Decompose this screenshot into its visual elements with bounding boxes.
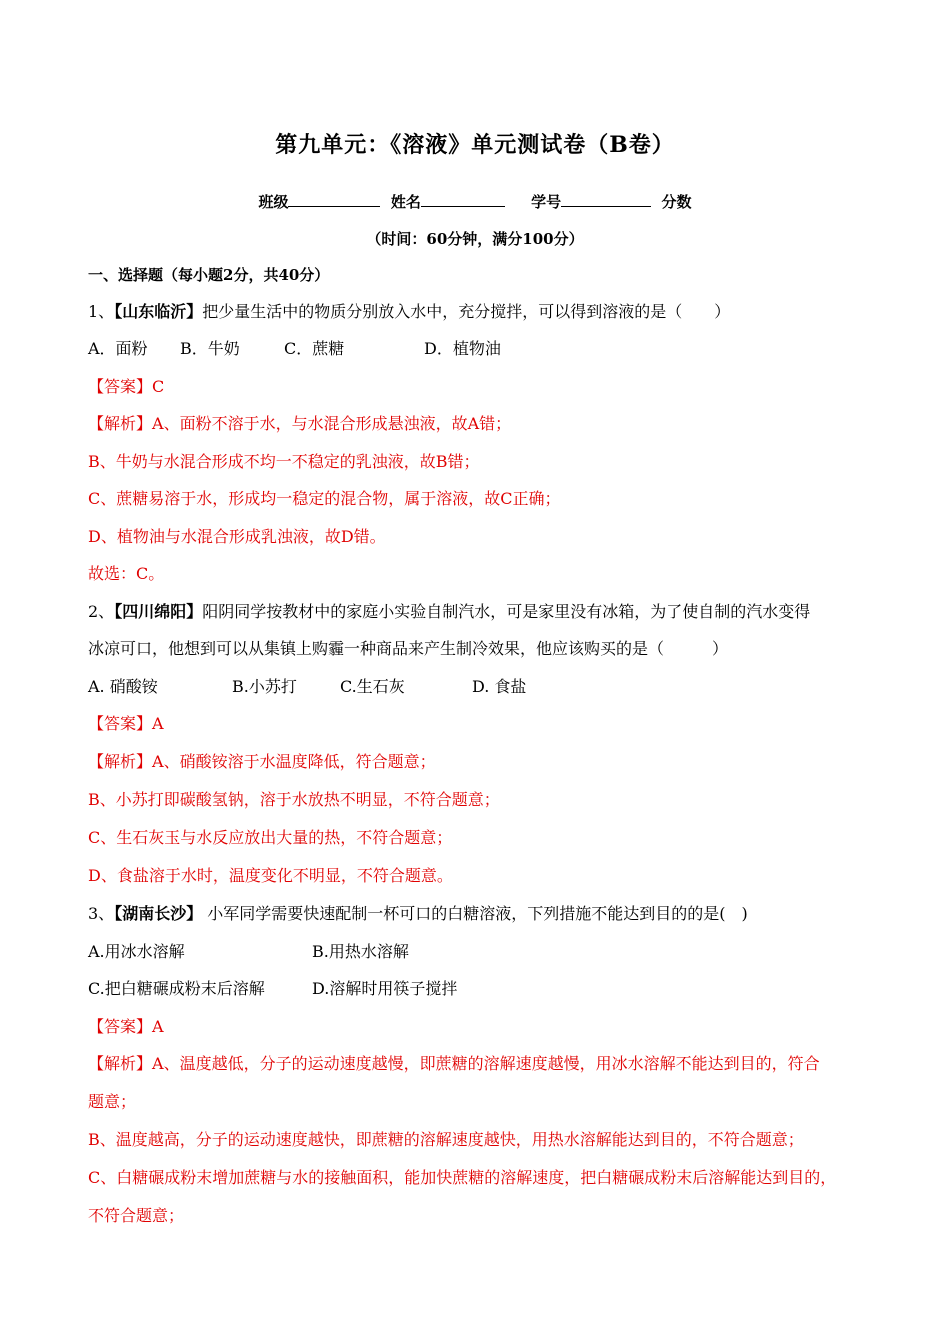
analysis-text: A、温度越低，分子的运动速度越慢，即蔗糖的溶解速度越慢，用冰水溶解不能达到目的，符合 [152,1054,820,1073]
question-number: 1、 [88,302,115,321]
question-source: 【湖南长沙】 [114,904,203,923]
option-c: C.把白糖碾成粉末后溶解 [88,979,265,998]
question-3-options-row1 [88,941,409,963]
student-info-line [0,190,950,212]
option-d: D.溶解时用筷子搅拌 [312,979,458,998]
class-label: 班级 [258,193,289,211]
option-b: B.小苏打 [232,677,297,696]
analysis-line [88,1053,820,1075]
answer-label: 【答案】 [88,1017,153,1036]
analysis-line: C、蔗糖易溶于水，形成均一稳定的混合物，属于溶液，故C正确； [88,489,561,508]
name-blank[interactable] [421,190,505,207]
question-2 [88,601,810,623]
option-b: B．牛奶 [180,339,240,358]
analysis-line: B、牛奶与水混合形成不均一不稳定的乳浊液，故B错； [88,452,480,471]
analysis-line: D、食盐溶于水时，温度变化不明显，不符合题意。 [88,866,453,885]
number-blank[interactable] [561,190,651,207]
number-label: 学号 [531,193,562,211]
analysis-line: C、生石灰玉与水反应放出大量的热，不符合题意； [88,828,453,847]
answer-line [88,1016,164,1038]
question-3-options-row2 [88,978,457,1000]
score-label: 分数 [661,193,692,211]
question-stem-continued: 冰凉可口，他想到可以从集镇上购霾一种商品来产生制冷效果，他应该购买的是（ ） [88,639,729,658]
option-d: D. 食盐 [472,677,527,696]
section-heading: 一、选择题（每小题2分，共40分） [88,266,330,284]
analysis-label: 【解析】 [88,1054,153,1073]
question-number: 3、 [88,904,115,923]
time-note: （时间：60分钟，满分100分） [366,230,584,248]
answer-value: C [152,377,165,396]
question-stem: 小军同学需要快速配制一杯可口的白糖溶液，下列措施不能达到目的的是( ) [202,904,748,923]
conclusion-line: 故选：C。 [88,564,165,583]
page-title: 第九单元：《溶液》单元测试卷（B卷） [275,132,675,158]
class-blank[interactable] [288,190,380,207]
analysis-text: A、硝酸铵溶于水温度降低，符合题意； [152,752,436,771]
analysis-line [88,751,436,773]
answer-label: 【答案】 [88,377,153,396]
option-c: C．蔗糖 [284,339,345,358]
question-2-options [88,676,526,698]
question-stem: 阳阴同学按教材中的家庭小实验自制汽水，可是家里没有冰箱，为了使自制的汽水变得 [202,602,811,621]
option-a: A．面粉 [88,339,148,358]
question-1 [88,301,730,323]
analysis-label: 【解析】 [88,752,153,771]
analysis-line: B、小苏打即碳酸氢钠，溶于水放热不明显，不符合题意； [88,790,500,809]
name-label: 姓名 [390,193,421,211]
option-a: A. 硝酸铵 [88,677,158,696]
analysis-line: 不符合题意； [88,1206,185,1225]
question-source: 【山东临沂】 [114,302,203,321]
analysis-line [88,413,511,435]
answer-value: A [152,1017,164,1036]
question-source: 【四川绵阳】 [114,602,203,621]
option-b: B.用热水溶解 [312,942,409,961]
question-3 [88,903,748,925]
option-a: A.用冰水溶解 [88,942,185,961]
answer-label: 【答案】 [88,714,153,733]
analysis-line: B、温度越高，分子的运动速度越快，即蔗糖的溶解速度越快，用热水溶解能达到目的，不符合题意； [88,1130,804,1149]
analysis-label: 【解析】 [88,414,153,433]
option-d: D．植物油 [424,339,501,358]
analysis-text: A、面粉不溶于水，与水混合形成悬浊液，故A错； [152,414,512,433]
analysis-line: D、植物油与水混合形成乳浊液，故D错。 [88,527,386,546]
answer-value: A [152,714,164,733]
question-1-options [88,338,501,360]
analysis-line: 题意； [88,1092,137,1111]
option-c: C.生石灰 [340,677,405,696]
question-number: 2、 [88,602,115,621]
answer-line [88,376,164,398]
analysis-line: C、白糖碾成粉末增加蔗糖与水的接触面积，能加快蔗糖的溶解速度，把白糖碾成粉末后溶解能达到目的， [88,1168,837,1187]
answer-line [88,713,164,735]
question-stem: 把少量生活中的物质分别放入水中，充分搅拌，可以得到溶液的是（ ） [202,302,731,321]
